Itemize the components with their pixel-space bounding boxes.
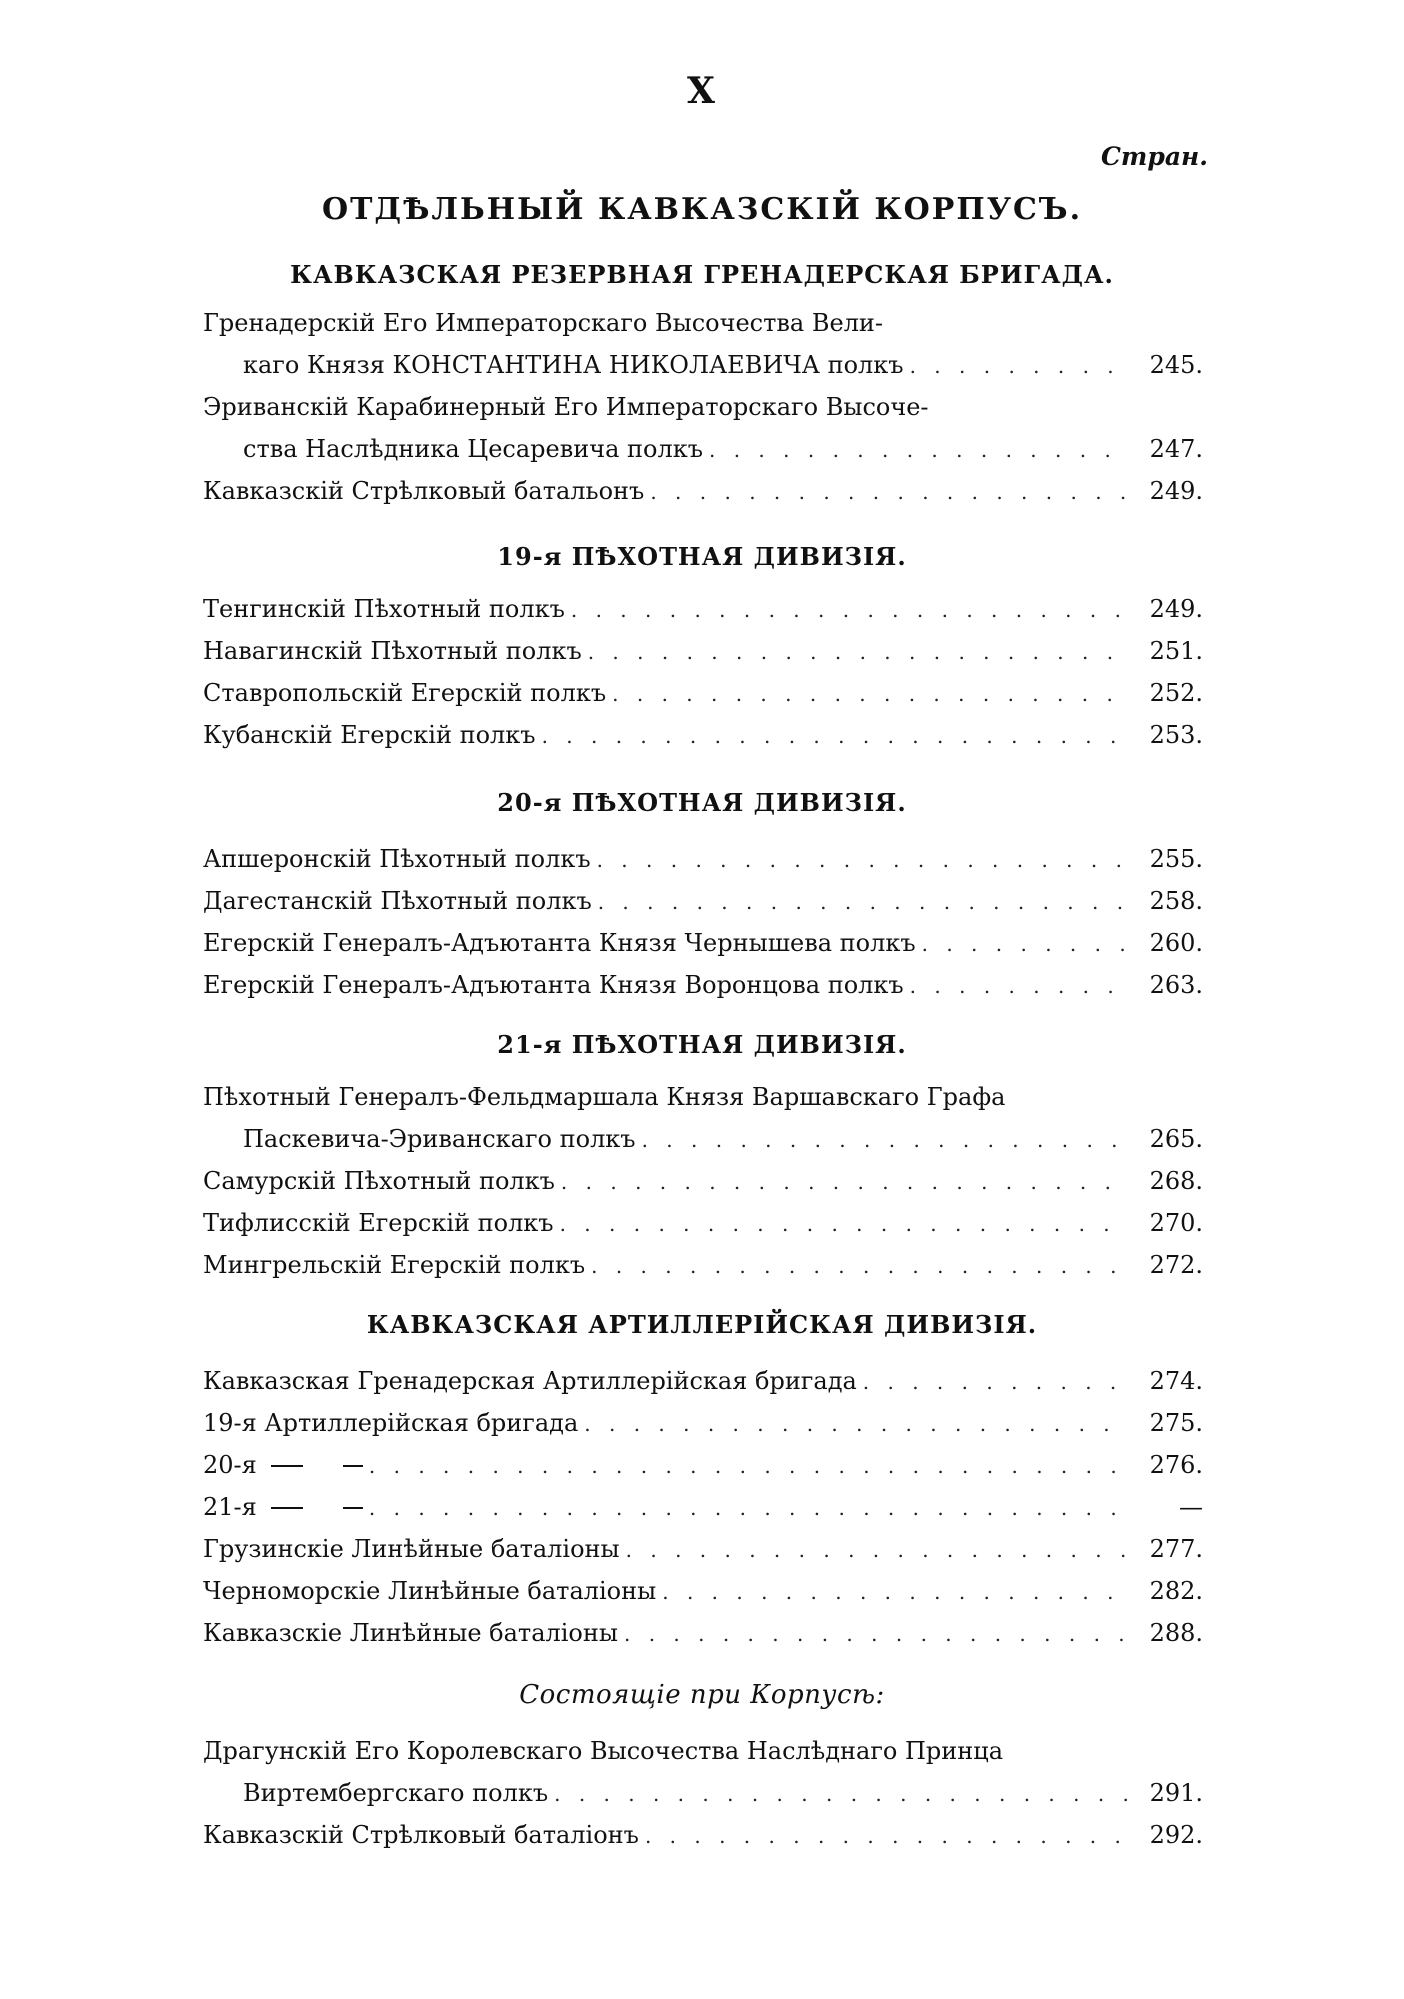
toc-entry [203, 474, 1203, 508]
leader-dots [598, 885, 1129, 919]
entry-label: Мингрельскій Егерскій полкъ [203, 1251, 586, 1279]
entry-page: 247. [1149, 435, 1203, 463]
entry-label: Гренадерскій Его Императорскаго Высочества Вели- [203, 309, 884, 337]
toc-entry-line [203, 1080, 1203, 1114]
section-title: КАВКАЗСКАЯ АРТИЛЛЕРІЙСКАЯ ДИВИЗІЯ. [366, 1310, 1038, 1339]
toc-entry [203, 1574, 1203, 1608]
entry-page: 255. [1149, 845, 1203, 873]
entry-page: 282. [1149, 1577, 1203, 1605]
leader-dots [584, 1407, 1129, 1441]
toc-entry [203, 968, 1203, 1002]
toc-entry [203, 884, 1203, 918]
leader-dots [369, 1491, 1129, 1525]
toc-entry [203, 1406, 1203, 1440]
entry-page: 268. [1149, 1167, 1203, 1195]
entry-page: 277. [1149, 1535, 1203, 1563]
leader-dots [642, 1123, 1129, 1157]
toc-entry [203, 1532, 1203, 1566]
toc-entry [203, 718, 1203, 752]
toc-entry [203, 1164, 1203, 1198]
section-title: КАВКАЗСКАЯ РЕЗЕРВНАЯ ГРЕНАДЕРСКАЯ БРИГАДА. [290, 260, 1114, 289]
toc-entry [243, 432, 1203, 466]
entry-page: 249. [1149, 477, 1203, 505]
entry-label: 20-я [203, 1451, 257, 1479]
entry-label: 21-я [203, 1493, 257, 1521]
entry-label: Самурскій Пѣхотный полкъ [203, 1167, 555, 1195]
ditto-dash [343, 1507, 363, 1509]
entry-page: 253. [1149, 721, 1203, 749]
leader-dots [369, 1449, 1129, 1483]
toc-entry [243, 1776, 1203, 1810]
ditto-dash [271, 1507, 303, 1509]
entry-label: Эриванскій Карабинерный Его Императорскаго Высоче- [203, 393, 929, 421]
toc-entry [203, 1248, 1203, 1282]
entry-page: 276. [1149, 1451, 1203, 1479]
entry-page: 251. [1149, 637, 1203, 665]
entry-label: Кавказская Гренадерская Артиллерійская бригада [203, 1367, 857, 1395]
leader-dots [554, 1777, 1129, 1811]
page-number: X [687, 70, 717, 112]
leader-dots [863, 1365, 1129, 1399]
toc-entry [203, 1616, 1203, 1650]
entry-label: Егерскій Генералъ-Адъютанта Князя Воронцова полкъ [203, 971, 904, 999]
toc-entry [203, 1206, 1203, 1240]
leader-dots [662, 1575, 1129, 1609]
toc-entry [203, 592, 1203, 626]
entry-page: 245. [1149, 351, 1203, 379]
leader-dots [645, 1819, 1129, 1853]
leader-dots [910, 349, 1129, 383]
entry-label: Кавказскій Стрѣлковый баталіонъ [203, 1821, 639, 1849]
entry-label: Грузинскіе Линѣйные баталіоны [203, 1535, 620, 1563]
toc-entry [203, 1364, 1203, 1398]
leader-dots [624, 1617, 1129, 1651]
entry-label: Апшеронскій Пѣхотный полкъ [203, 845, 591, 873]
entry-page: 274. [1149, 1367, 1203, 1395]
entry-page: — [1179, 1493, 1203, 1521]
section-title: 19-я ПѢХОТНАЯ ДИВИЗІЯ. [497, 542, 907, 571]
entry-label: 19-я Артиллерійская бригада [203, 1409, 579, 1437]
entry-label: Навагинскій Пѣхотный полкъ [203, 637, 582, 665]
leader-dots [571, 593, 1129, 627]
entry-label: каго Князя КОНСТАНТИНА НИКОЛАЕВИЧА полкъ [243, 351, 904, 379]
toc-entry [203, 1448, 1203, 1482]
leader-dots [560, 1207, 1129, 1241]
section-title: 21-я ПѢХОТНАЯ ДИВИЗІЯ. [497, 1030, 907, 1059]
section-title: Состоящіе при Корпусѣ: [519, 1680, 885, 1710]
entry-label: Тенгинскій Пѣхотный полкъ [203, 595, 565, 623]
entry-page: 258. [1149, 887, 1203, 915]
toc-entry [203, 1490, 1203, 1524]
leader-dots [591, 1249, 1129, 1283]
leader-dots [612, 677, 1129, 711]
toc-entry-line [203, 306, 1203, 340]
leader-dots [910, 969, 1129, 1003]
entry-page: 291. [1149, 1779, 1203, 1807]
entry-page: 252. [1149, 679, 1203, 707]
section-title: 20-я ПѢХОТНАЯ ДИВИЗІЯ. [497, 788, 907, 817]
leader-dots [626, 1533, 1129, 1567]
leader-dots [542, 719, 1129, 753]
entry-label: Кавказскіе Линѣйные баталіоны [203, 1619, 618, 1647]
entry-page: 272. [1149, 1251, 1203, 1279]
entry-page: 275. [1149, 1409, 1203, 1437]
toc-entry [203, 676, 1203, 710]
ditto-dash [271, 1465, 303, 1467]
leader-dots [597, 843, 1129, 877]
entry-page: 260. [1149, 929, 1203, 957]
ditto-dash [343, 1465, 363, 1467]
leader-dots [588, 635, 1129, 669]
entry-label: Тифлисскій Егерскій полкъ [203, 1209, 554, 1237]
entry-label: Черноморскіе Линѣйные баталіоны [203, 1577, 657, 1605]
toc-entry [243, 348, 1203, 382]
toc-entry-line [203, 390, 1203, 424]
entry-label: Кавказскій Стрѣлковый батальонъ [203, 477, 645, 505]
entry-label: Ставропольскій Егерскій полкъ [203, 679, 607, 707]
entry-page: 270. [1149, 1209, 1203, 1237]
leader-dots [709, 433, 1129, 467]
entry-page: 249. [1149, 595, 1203, 623]
entry-page: 292. [1149, 1821, 1203, 1849]
toc-entry [203, 926, 1203, 960]
entry-label: ства Наслѣдника Цесаревича полкъ [243, 435, 703, 463]
entry-label: Дагестанскій Пѣхотный полкъ [203, 887, 592, 915]
leader-dots [650, 475, 1129, 509]
entry-page: 263. [1149, 971, 1203, 999]
entry-label: Виртембергскаго полкъ [243, 1779, 549, 1807]
page-column-header: Стран. [1101, 142, 1208, 171]
entry-page: 288. [1149, 1619, 1203, 1647]
toc-entry-line [203, 1734, 1203, 1768]
entry-label: Пѣхотный Генералъ-Фельдмаршала Князя Варшавскаго Графа [203, 1083, 1006, 1111]
main-title: ОТДѢЛЬНЫЙ КАВКАЗСКІЙ КОРПУСЪ. [321, 192, 1083, 227]
entry-label: Паскевича-Эриванскаго полкъ [243, 1125, 636, 1153]
entry-label: Егерскій Генералъ-Адъютанта Князя Чернышева полкъ [203, 929, 916, 957]
leader-dots [561, 1165, 1129, 1199]
toc-entry [203, 634, 1203, 668]
toc-entry [203, 842, 1203, 876]
entry-label: Кубанскій Егерскій полкъ [203, 721, 536, 749]
leader-dots [922, 927, 1129, 961]
toc-entry [243, 1122, 1203, 1156]
entry-label: Драгунскій Его Королевскаго Высочества Наслѣднаго Принца [203, 1737, 1004, 1765]
toc-entry [203, 1818, 1203, 1852]
entry-page: 265. [1149, 1125, 1203, 1153]
